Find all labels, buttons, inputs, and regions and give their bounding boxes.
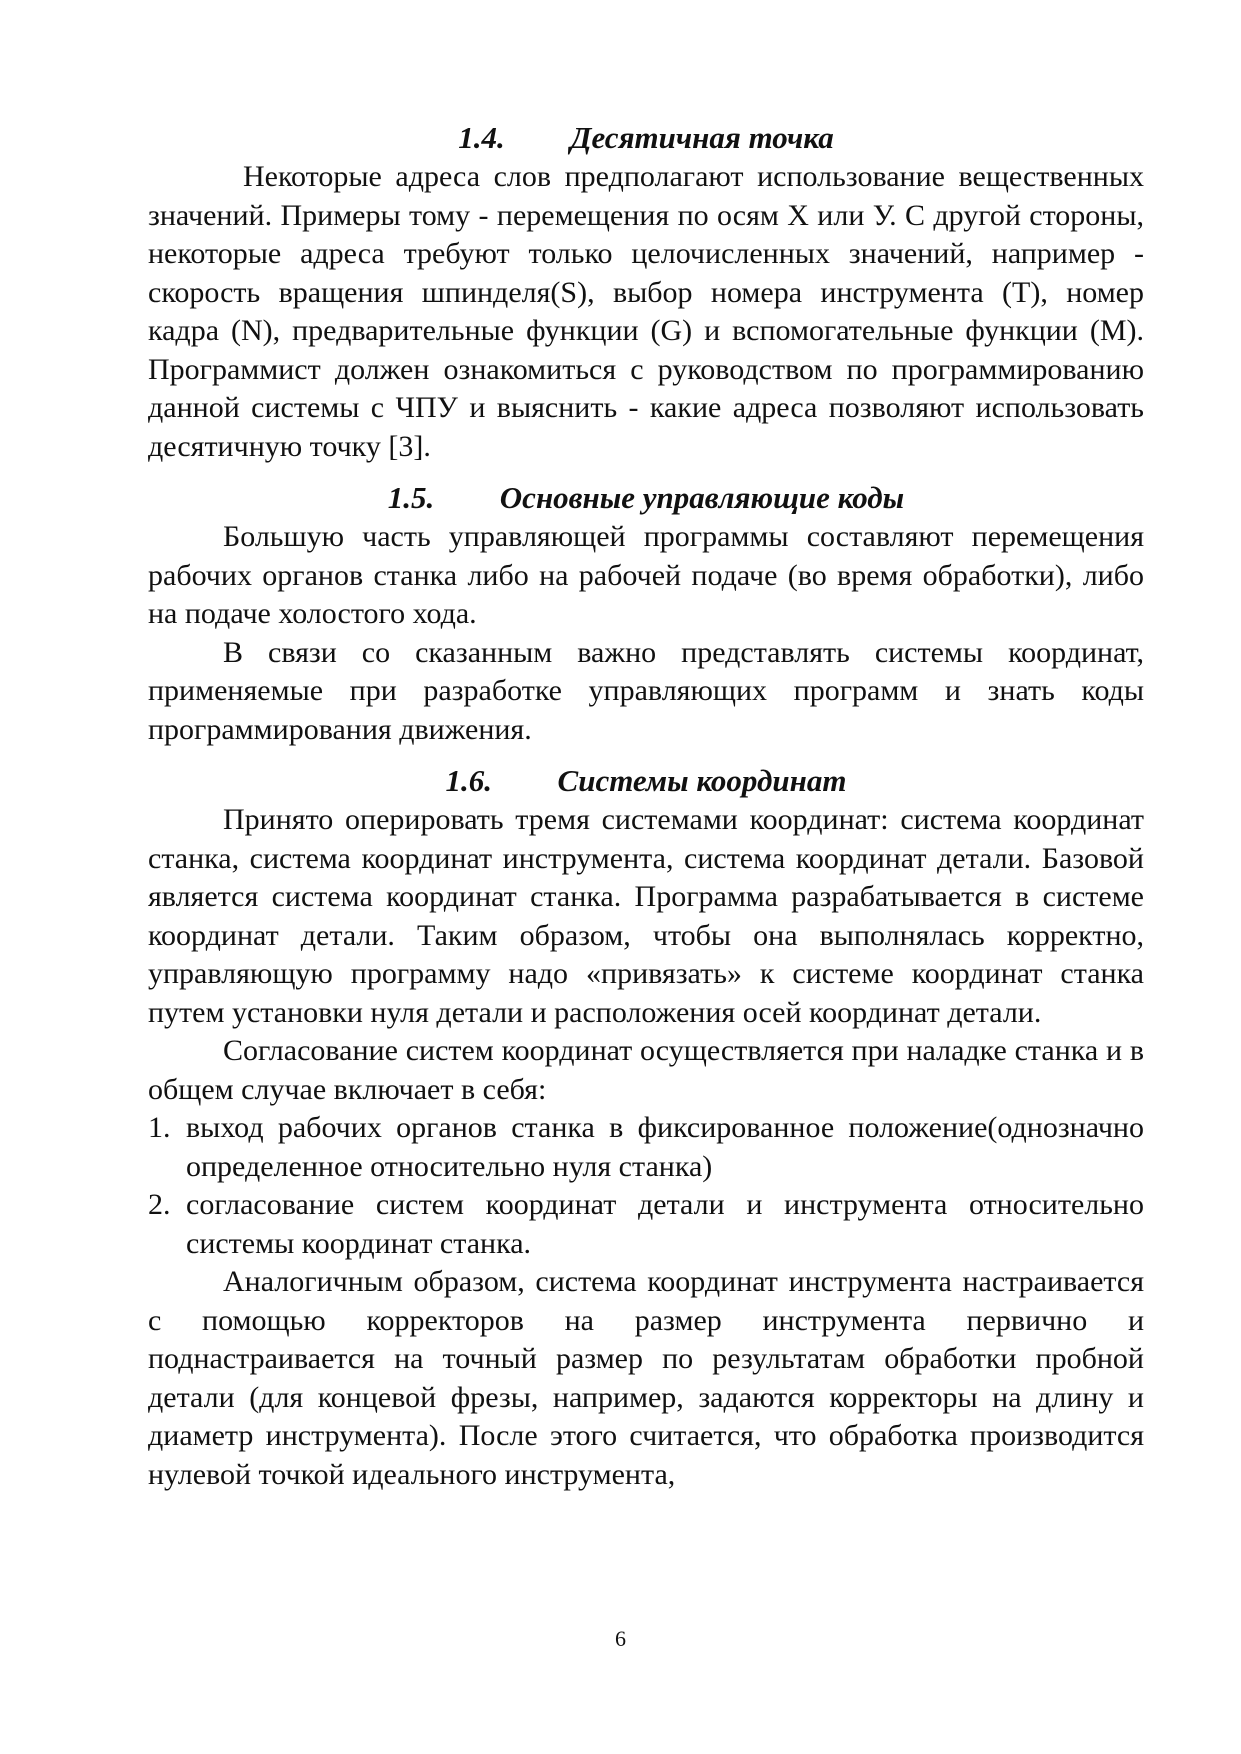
paragraph: Некоторые адреса слов предполагают использование вещественных значений. Примеры тому - перемещения по осям X или У. С другой стороны, некоторые адреса требуют только целочисленных значений, например - скорость вращения шпинделя(S), выбор номера инструмента (Т), номер кадра (N), предварительные функции (G) и вспомогательные функции (M). Программист должен ознакомиться с руководством по программированию данной системы с ЧПУ и выяснить - какие адреса позволяют использовать десятичную точку [3]. [148, 160, 1144, 463]
page-content [148, 118, 1144, 1494]
list-item-text: выход рабочих органов станка в фиксированное положение(однозначно определенное относительно нуля станка) [186, 1111, 1144, 1183]
list-item-text: согласование систем координат детали и инструмента относительно системы координат станка. [186, 1188, 1144, 1260]
paragraph: В связи со сказанным важно представлять системы координат, применяемые при разработке управляющих программ и знать коды программирования движения. [148, 635, 1144, 746]
section-number: 1.5. [387, 480, 435, 515]
section-title: Основные управляющие коды [499, 480, 905, 515]
paragraph: Принято оперировать тремя системами координат: система координат станка, система координат инструмента, система координат детали. Базовой является система координат станка. Программа разрабатывается в системе координат детали. Таким образом, чтобы она выполнялась корректно, управляющую программу надо «привязать» к системе координат станка путем установки нуля детали и расположения осей координат детали. [148, 803, 1144, 1029]
section-title: Системы координат [557, 763, 847, 798]
page-number: 6 [615, 1626, 626, 1651]
list-item [148, 1186, 1144, 1263]
section-heading-1-6 [148, 761, 1144, 801]
paragraph: Большую часть управляющей программы составляют перемещения рабочих органов станка либо на рабочей подаче (во время обработки), либо на подаче холостого хода. [148, 520, 1144, 630]
section-heading-1-5 [148, 478, 1144, 518]
list-marker: 2. [148, 1188, 171, 1221]
list-marker: 1. [148, 1111, 171, 1144]
numbered-list [148, 1109, 1144, 1263]
list-item [148, 1109, 1144, 1186]
paragraph: Согласование систем координат осуществляется при наладке станка и в общем случае включает в себя: [148, 1034, 1144, 1106]
section-title: Десятичная точка [570, 120, 834, 155]
section-number: 1.4. [458, 120, 505, 155]
section-heading-1-4 [148, 118, 1144, 158]
section-number: 1.6. [445, 763, 493, 798]
paragraph: Аналогичным образом, система координат инструмента настраивается с помощью корректоров на размер инструмента первично и поднастраивается на точный размер по результатам обработки пробной детали (для концевой фрезы, например, задаются корректоры на длину и диаметр инструмента). После этого считается, что обработка производится нулевой точкой идеального инструмента, [148, 1265, 1144, 1491]
